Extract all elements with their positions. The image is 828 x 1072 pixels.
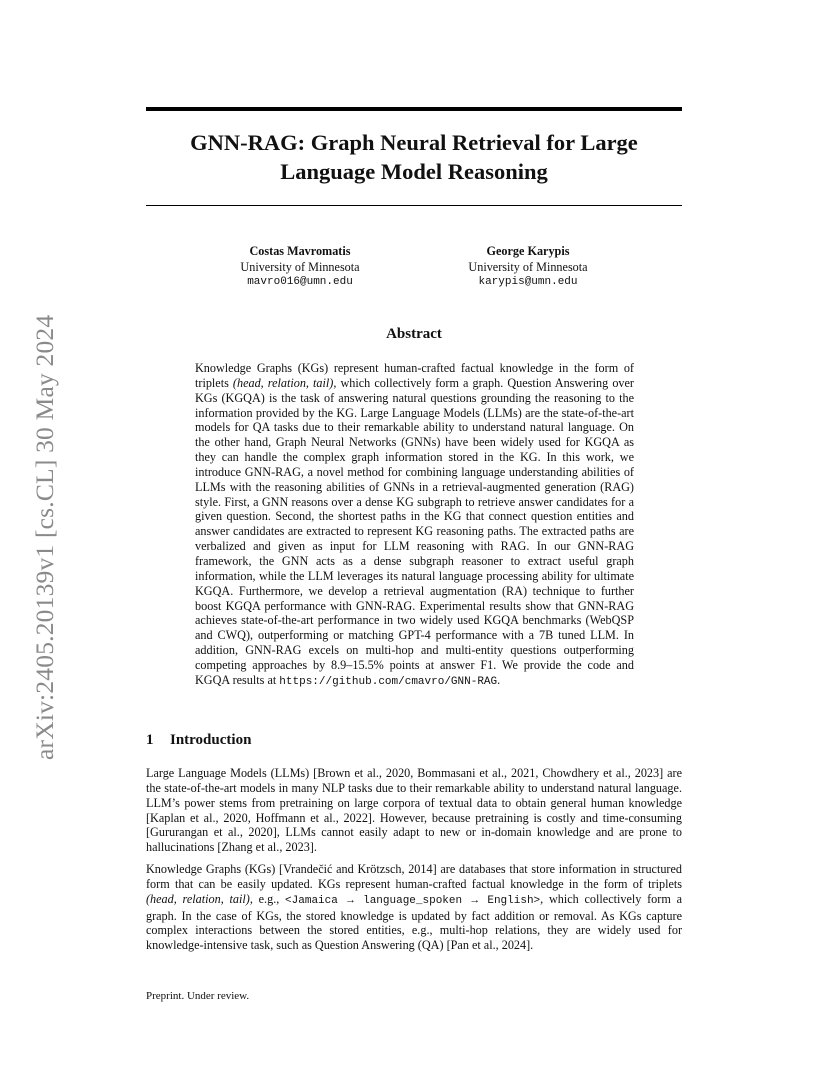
- author-block: [418, 244, 638, 291]
- abstract-method-name: GNN-RAG: [577, 539, 634, 554]
- author-affiliation: University of Minnesota: [240, 259, 360, 274]
- abstract-text: Knowledge Graphs (KGs) represent human-crafted factual knowledge in the form of triplets: [195, 361, 634, 390]
- abstract-method-name: GNN-RAG: [245, 643, 302, 658]
- title-bottom-rule: [146, 205, 682, 206]
- triplet-example-code: <Jamaica → language_spoken → English>: [285, 894, 541, 907]
- abstract-text: . Experimental results show that: [412, 598, 578, 613]
- abstract-text: achieves state-of-the-art performance in two widely used KGQA benchmarks (WebQSP and CWQ), outperforming or matching GPT-4 performance with a 7B tuned LLM. In addition,: [195, 613, 634, 658]
- title-line1-rest: : Graph Neural Retrieval for Large: [297, 130, 638, 155]
- paper-title: [146, 128, 682, 186]
- author-name: Costas Mavromatis: [249, 244, 351, 258]
- abstract-method-name: GNN-RAG: [577, 598, 635, 613]
- arxiv-side-stamp: arXiv:2405.20139v1 [cs.CL] 30 May 2024: [30, 314, 59, 760]
- abstract-method-name: GNN-RAG: [356, 598, 413, 613]
- abstract-text: framework, the GNN acts as a dense subgraph reasoner to extract useful graph information, while the LLM leverages its natural language processing ability for ultimate KGQA. Furthermore, we develop a retrieval augmentation (RA) technique to further boost KGQA performance with: [195, 553, 634, 613]
- preprint-footer: Preprint. Under review.: [146, 990, 250, 1002]
- abstract-method-name: GNN-RAG: [244, 464, 301, 479]
- intro-paragraph: Large Language Models (LLMs) [Brown et al., 2020, Bommasani et al., 2021, Chowdhery et al., 2023] are the state-of-the-art models in many NLP tasks due to their remarkable ability to understand natural language. LLM’s power stems from pretraining on large corpora of textual data to obtain general human knowledge [Kaplan et al., 2020, Hoffmann et al., 2022]. However, because pretraining is costly and time-consuming [Gururangan et al., 2020], LLMs cannot easily adapt to new or in-domain knowledge and are prone to hallucinations [Zhang et al., 2023].: [146, 766, 682, 855]
- author-block: [190, 244, 410, 291]
- section-title: Introduction: [170, 732, 252, 748]
- paragraph-text: , which collectively form a graph. In the case of KGs, the stored knowledge is updated by fact addition or removal. As KGs capture complex interactions between the stored entities, e.g., multi-hop relations, they are widely used for knowledge-intensive task, such as Question Answering (QA) [Pan et al., 2024].: [146, 891, 682, 953]
- title-gnn: GNN: [190, 130, 241, 155]
- abstract-text: .: [497, 672, 501, 687]
- title-line2: Language Model Reasoning: [280, 159, 548, 184]
- paragraph-text: , e.g.,: [249, 891, 286, 906]
- author-name: George Karypis: [486, 244, 570, 258]
- section-number: 1: [146, 732, 154, 748]
- title-top-rule: [146, 107, 682, 111]
- abstract-text: excels on multi-hop and multi-entity questions outperforming competing approaches by 8.9–15.5% points at answer F1. We provide the code and KGQA results at: [195, 643, 634, 687]
- author-email: mavro016@umn.edu: [247, 276, 353, 288]
- abstract-triplet: (head, relation, tail): [232, 375, 334, 390]
- abstract-text: , which collectively form a graph. Question Answering over KGs (KGQA) is the task of answering natural questions grounding the reasoning to the information provided by the KG. Large Language Models (LLMs) are the state-of-the-art models for QA tasks due to their remarkable ability to understand natural language. On the other hand, Graph Neural Networks (GNNs) have been widely used for KGQA as they can handle the complex graph information stored in the KG. In this work, we introduce: [195, 375, 634, 479]
- abstract-body: [195, 361, 634, 690]
- title-dash: -: [240, 130, 248, 155]
- abstract-heading: Abstract: [386, 326, 442, 342]
- intro-paragraph: [146, 862, 682, 953]
- section-heading: [146, 732, 251, 749]
- title-rag: RAG: [247, 130, 298, 155]
- author-affiliation: University of Minnesota: [468, 259, 588, 274]
- paragraph-triplet: (head, relation, tail): [146, 891, 250, 906]
- code-repository-link[interactable]: https://github.com/cmavro/GNN-RAG: [279, 675, 498, 688]
- author-email: karypis@umn.edu: [478, 276, 578, 288]
- paragraph-text: Knowledge Graphs (KGs) [Vrandečić and Krötzsch, 2014] are databases that store information in structured form that can be easily updated. KGs represent human-crafted factual knowledge in the form of triplets: [146, 862, 682, 891]
- abstract-text: , a novel method for combining language understanding abilities of LLMs with the reasoning abilities of GNNs in a retrieval-augmented generation (RAG) style. First, a GNN reasons over a dense KG subgraph to retrieve answer candidates for a given question. Second, the shortest paths in the KG that connect question entities and answer candidates are extracted to represent KG reasoning paths. The extracted paths are verbalized and given as input for LLM reasoning with RAG. In our: [195, 464, 634, 554]
